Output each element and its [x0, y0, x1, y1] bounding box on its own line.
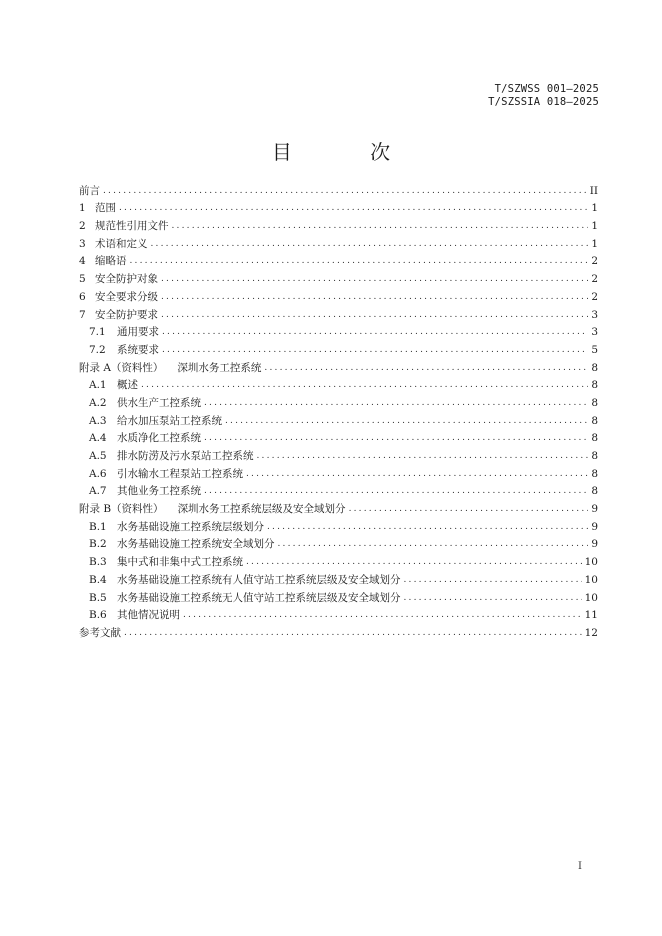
toc-entry-label: 通用要求 [117, 326, 159, 339]
toc-entry-number: A.5 [89, 450, 107, 462]
toc-entry-number: 3 [79, 237, 86, 250]
toc-leader-dots [161, 290, 588, 304]
toc-entry-label: 深圳水务工控系统 [177, 361, 262, 374]
toc-entry-label: 水务基础设施工控系统无人值守站工控系统层级及安全域划分 [117, 591, 401, 604]
toc-entry-title [89, 343, 159, 357]
toc-entry-page: 3 [591, 308, 598, 321]
toc-entry[interactable] [79, 498, 598, 516]
toc-entry-page: 5 [591, 343, 598, 356]
toc-entry-page: 2 [591, 255, 598, 268]
toc-entry-label: 排水防涝及污水泵站工控系统 [117, 450, 254, 462]
toc-entry-label: 其他情况说明 [117, 609, 180, 622]
toc-entry[interactable] [79, 622, 598, 640]
toc-entry-number: 4 [79, 255, 86, 268]
toc-entry-page: II [589, 184, 598, 197]
toc-leader-dots [246, 555, 582, 569]
toc-entry-page: 1 [591, 202, 598, 215]
toc-entry-title [79, 502, 346, 516]
toc-entry-title [89, 396, 201, 410]
toc-leader-dots [130, 254, 589, 268]
toc-entry-number: B.3 [89, 556, 107, 569]
toc-entry-number: 1 [79, 202, 86, 215]
toc-entry-title [79, 290, 158, 304]
toc-entry-label: 其他业务工控系统 [117, 485, 201, 498]
toc-entry[interactable] [79, 428, 598, 446]
toc-entry[interactable] [79, 551, 598, 569]
toc-leader-dots [246, 467, 588, 481]
toc-entry-page: 9 [591, 503, 598, 516]
toc-entry-title [89, 484, 201, 498]
toc-entry-label: 系统要求 [117, 343, 159, 356]
toc-entry-number: B.1 [89, 520, 107, 533]
toc-entry-label: 水务基础设施工控系统层级划分 [117, 520, 264, 533]
toc-leader-dots [225, 414, 588, 428]
toc-leader-dots [172, 219, 589, 233]
toc-leader-dots [257, 449, 589, 463]
toc-leader-dots [278, 537, 589, 551]
toc-leader-dots [103, 184, 587, 198]
toc-leader-dots [404, 573, 582, 587]
toc-entry-page: 2 [591, 290, 598, 303]
toc-entry-number: 5 [79, 273, 86, 286]
toc-entry-number: 6 [79, 290, 86, 303]
toc-entry-number: A.7 [89, 485, 107, 498]
toc-entry-label: 深圳水务工控系统层级及安全域划分 [177, 503, 346, 516]
toc-entry[interactable] [79, 304, 598, 322]
toc-entry-title [89, 555, 243, 569]
toc-entry-title [89, 591, 401, 605]
toc-entry-label: 术语和定义 [95, 237, 148, 250]
toc-entry-number: 7.2 [89, 343, 106, 356]
toc-entry-title [79, 237, 148, 251]
standard-codes [488, 83, 599, 109]
toc-leader-dots [124, 626, 582, 640]
toc-entry[interactable] [79, 481, 598, 499]
toc-entry-title [79, 219, 169, 233]
toc-entry-label: 缩略语 [95, 255, 127, 268]
toc-entry-number: B.4 [89, 573, 107, 586]
toc-entry-page: 2 [591, 273, 598, 286]
toc-entry[interactable] [79, 534, 598, 552]
toc-entry-page: 10 [584, 573, 598, 586]
toc-entry-label: 概述 [117, 379, 138, 392]
toc-entry[interactable] [79, 605, 598, 623]
toc-entry-page: 8 [591, 432, 598, 445]
toc-entry-title [79, 254, 127, 268]
toc-entry-title [89, 537, 275, 551]
toc-entry-page: 8 [591, 396, 598, 409]
toc-entry-number: B.5 [89, 591, 107, 604]
toc-entry-title [89, 520, 264, 534]
toc-entry-label: 安全防护对象 [95, 273, 158, 286]
toc-leader-dots [161, 272, 588, 286]
toc-entry-title [79, 201, 116, 215]
toc-entry-label: 安全防护要求 [95, 308, 158, 321]
toc-entry-page: 10 [584, 556, 598, 569]
toc-entry-title [79, 361, 261, 375]
toc-entry-label: 供水生产工控系统 [117, 396, 201, 409]
toc-entry[interactable] [79, 587, 598, 605]
toc-leader-dots [404, 591, 582, 605]
toc-entry-title [89, 378, 138, 392]
toc-entry-title [89, 608, 180, 622]
toc-entry-number: B.2 [89, 538, 107, 551]
toc-entry-number: 2 [79, 220, 86, 233]
toc-entry-page: 8 [591, 450, 598, 462]
toc-leader-dots [267, 520, 588, 534]
toc-entry[interactable] [79, 233, 598, 251]
toc-leader-dots [204, 484, 588, 498]
toc-entry-page: 8 [591, 467, 598, 480]
toc-entry[interactable] [79, 463, 598, 481]
toc-entry-page: 8 [591, 485, 598, 498]
table-of-contents [79, 180, 598, 640]
toc-entry-number: A.4 [89, 432, 107, 445]
toc-entry-label: 水务基础设施工控系统有人值守站工控系统层级及安全域划分 [117, 573, 401, 586]
toc-entry[interactable] [79, 357, 598, 375]
page-number: I [578, 861, 582, 872]
toc-leader-dots [141, 378, 588, 392]
toc-entry-page: 1 [591, 237, 598, 250]
toc-entry-title [89, 325, 159, 339]
toc-entry-page: 3 [591, 326, 598, 339]
toc-entry-title [79, 308, 158, 322]
toc-leader-dots [264, 361, 588, 375]
toc-entry-title [89, 573, 401, 587]
toc-leader-dots [349, 502, 589, 516]
toc-entry-page: 8 [591, 361, 598, 374]
toc-entry-number: 7.1 [89, 326, 106, 339]
toc-leader-dots [162, 325, 588, 339]
toc-entry-label: 集中式和非集中式工控系统 [117, 556, 243, 569]
toc-entry[interactable] [79, 445, 598, 463]
toc-entry-page: 9 [591, 538, 598, 551]
toc-entry-number: 附录 B（资料性） [79, 503, 164, 516]
toc-entry-page: 9 [591, 520, 598, 533]
toc-entry[interactable] [79, 516, 598, 534]
toc-leader-dots [204, 431, 588, 445]
toc-entry[interactable] [79, 392, 598, 410]
toc-entry-number: A.2 [89, 396, 107, 409]
toc-entry[interactable] [79, 286, 598, 304]
toc-entry-number: A.3 [89, 414, 107, 427]
toc-entry-title [89, 467, 243, 481]
toc-entry-label: 规范性引用文件 [95, 220, 169, 233]
toc-entry[interactable] [79, 322, 598, 340]
toc-leader-dots [162, 343, 588, 357]
toc-entry-label: 水务基础设施工控系统安全域划分 [117, 538, 275, 551]
toc-entry-title [89, 449, 254, 463]
toc-entry-title [79, 184, 100, 198]
toc-entry-page: 8 [591, 379, 598, 392]
toc-entry-label: 引水输水工程泵站工控系统 [117, 467, 243, 480]
toc-entry-page: 8 [591, 414, 598, 427]
toc-entry-number: A.1 [89, 379, 107, 392]
toc-entry-label: 前言 [79, 184, 100, 197]
toc-entry[interactable] [79, 375, 598, 393]
toc-leader-dots [151, 237, 589, 251]
toc-entry-title [79, 626, 121, 640]
toc-entry-title [79, 272, 158, 286]
toc-entry[interactable] [79, 569, 598, 587]
toc-entry-label: 参考文献 [79, 626, 121, 639]
toc-entry-number: 附录 A（资料性） [79, 361, 164, 374]
toc-entry-number: 7 [79, 308, 86, 321]
toc-leader-dots [161, 308, 588, 322]
toc-leader-dots [183, 608, 582, 622]
standard-code-2: T/SZSSIA 018—2025 [488, 96, 599, 108]
toc-entry-number: B.6 [89, 609, 107, 622]
toc-entry[interactable] [79, 268, 598, 286]
toc-entry-page: 12 [584, 626, 598, 639]
toc-entry-label: 水质净化工控系统 [117, 432, 201, 445]
toc-entry-title [89, 414, 222, 428]
toc-entry-page: 10 [584, 591, 598, 604]
toc-entry[interactable] [79, 410, 598, 428]
toc-entry[interactable] [79, 198, 598, 216]
toc-entry-page: 1 [591, 220, 598, 233]
toc-entry-page: 11 [584, 609, 598, 622]
toc-entry[interactable] [79, 215, 598, 233]
toc-entry-label: 范围 [95, 202, 116, 215]
standard-code-1: T/SZWSS 001—2025 [494, 83, 599, 95]
page-title: 目 次 [271, 140, 427, 164]
toc-leader-dots [119, 201, 588, 215]
toc-entry-title [89, 431, 201, 445]
toc-entry[interactable] [79, 339, 598, 357]
toc-entry-number: A.6 [89, 467, 107, 480]
toc-entry[interactable] [79, 251, 598, 269]
toc-entry[interactable] [79, 180, 598, 198]
toc-leader-dots [204, 396, 588, 410]
toc-entry-label: 给水加压泵站工控系统 [117, 414, 222, 427]
toc-entry-label: 安全要求分级 [95, 290, 158, 303]
